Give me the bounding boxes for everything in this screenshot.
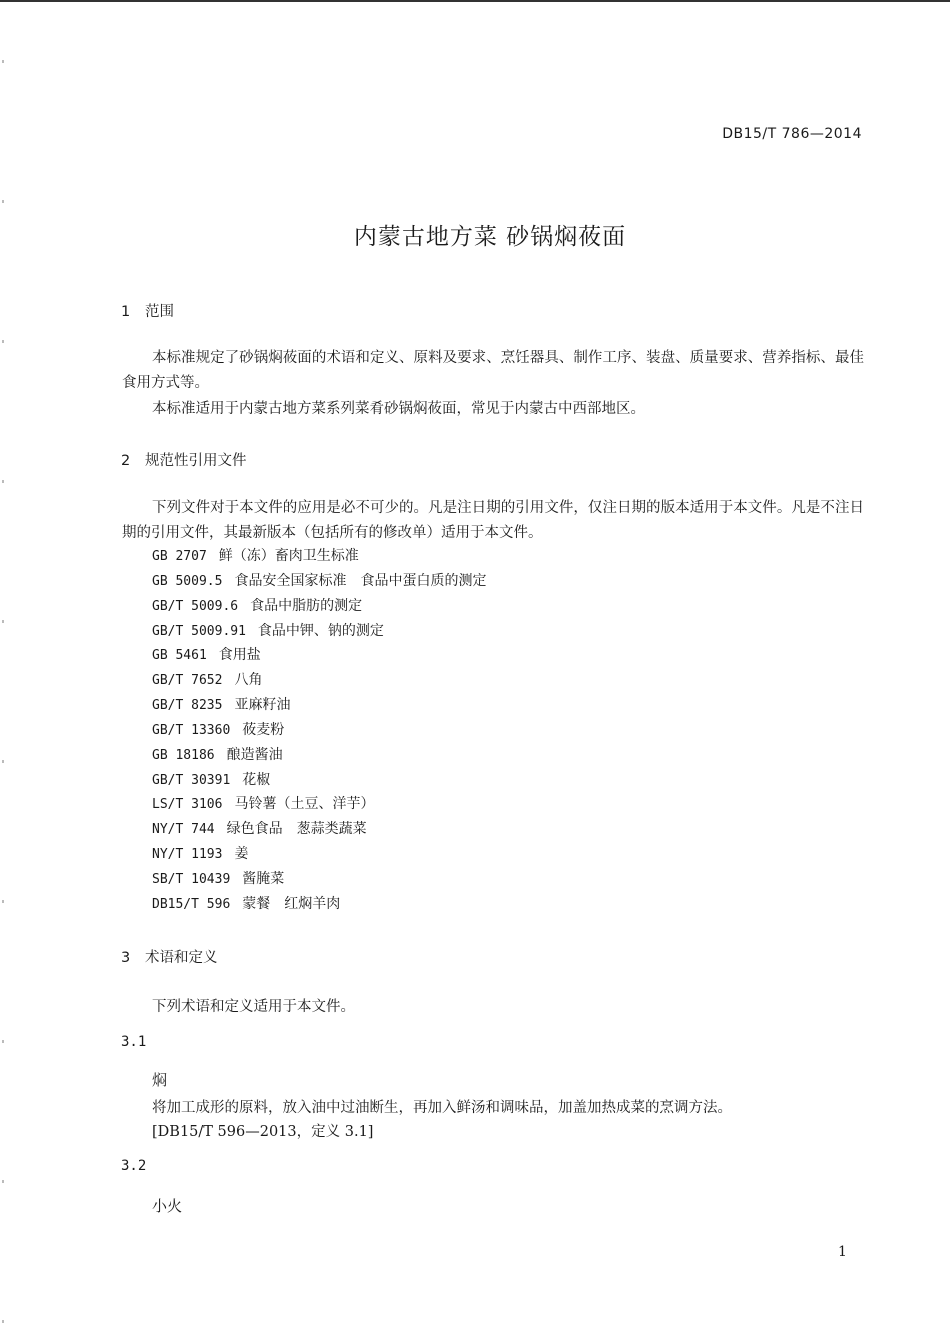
reference-code: LS/T 3106 bbox=[152, 797, 223, 813]
section-title: 术语和定义 bbox=[145, 950, 218, 966]
reference-title: 鲜（冻）畜肉卫生标准 bbox=[218, 548, 359, 564]
reference-item bbox=[152, 719, 486, 744]
normative-reference-list bbox=[152, 545, 486, 918]
scan-top-edge bbox=[0, 0, 950, 2]
reference-code: GB 5461 bbox=[152, 648, 207, 664]
reference-item bbox=[152, 769, 486, 794]
reference-item bbox=[152, 644, 486, 669]
reference-code: DB15/T 596 bbox=[152, 896, 231, 912]
reference-code: GB/T 13360 bbox=[152, 722, 231, 738]
document-title: 内蒙古地方菜 砂锅焖莜面 bbox=[353, 224, 627, 250]
section-1-paragraph-2: 本标准适用于内蒙古地方菜系列菜肴砂锅焖莜面，常见于内蒙古中西部地区。 bbox=[152, 401, 645, 417]
section-number: 3 bbox=[121, 950, 131, 966]
term-definition: 将加工成形的原料，放入油中过油断生，再加入鲜汤和调味品，加盖加热成菜的烹调方法。 bbox=[152, 1100, 732, 1116]
reference-item bbox=[152, 843, 486, 868]
reference-title: 马铃薯（土豆、洋芋） bbox=[234, 796, 375, 813]
reference-code: GB 2707 bbox=[152, 549, 207, 564]
reference-title: 蒙餐 红焖羊肉 bbox=[242, 895, 341, 912]
reference-title: 食用盐 bbox=[218, 647, 261, 664]
reference-code: GB 18186 bbox=[152, 747, 215, 763]
section-number: 2 bbox=[121, 453, 131, 469]
reference-code: NY/T 744 bbox=[152, 822, 215, 838]
reference-title: 绿色食品 葱蒜类蔬菜 bbox=[226, 821, 367, 838]
term-number: 3.2 bbox=[121, 1158, 147, 1174]
reference-title: 食品安全国家标准 食品中蛋白质的测定 bbox=[234, 572, 487, 589]
reference-item bbox=[152, 744, 486, 769]
reference-title: 莜麦粉 bbox=[242, 721, 285, 738]
reference-title: 亚麻籽油 bbox=[234, 697, 291, 714]
reference-title: 花椒 bbox=[242, 771, 271, 788]
section-title: 规范性引用文件 bbox=[145, 453, 247, 469]
section-1-heading bbox=[121, 300, 174, 321]
reference-code: GB/T 5009.6 bbox=[152, 598, 239, 614]
reference-item bbox=[152, 694, 486, 719]
reference-code: GB/T 5009.91 bbox=[152, 623, 246, 639]
term-source: [DB15/T 596—2013，定义 3.1] bbox=[152, 1124, 374, 1140]
reference-item bbox=[152, 868, 486, 893]
reference-item bbox=[152, 570, 486, 595]
section-3-heading bbox=[121, 946, 218, 967]
reference-title: 酱腌菜 bbox=[242, 870, 285, 887]
term-name: 焖 bbox=[152, 1071, 168, 1089]
term-name: 小火 bbox=[152, 1197, 183, 1215]
reference-code: GB/T 30391 bbox=[152, 772, 231, 788]
reference-code: GB/T 7652 bbox=[152, 673, 223, 689]
section-2-heading bbox=[121, 449, 247, 470]
reference-item bbox=[152, 620, 486, 645]
reference-item bbox=[152, 893, 486, 918]
section-1-paragraph-1: 本标准规定了砂锅焖莜面的术语和定义、原料及要求、烹饪器具、制作工序、装盘、质量要求、营养指标、最佳食用方式等。 bbox=[122, 350, 864, 391]
reference-code: GB/T 8235 bbox=[152, 698, 223, 714]
reference-title: 八角 bbox=[234, 672, 263, 689]
page-number: 1 bbox=[838, 1244, 847, 1260]
reference-title: 姜 bbox=[234, 846, 249, 863]
section-number: 1 bbox=[121, 304, 131, 320]
reference-item bbox=[152, 669, 486, 694]
reference-item bbox=[152, 595, 486, 620]
reference-title: 食品中脂肪的测定 bbox=[250, 597, 363, 614]
reference-item bbox=[152, 793, 486, 818]
reference-code: SB/T 10439 bbox=[152, 871, 231, 887]
section-title: 范围 bbox=[145, 304, 174, 320]
term-number: 3.1 bbox=[121, 1034, 147, 1050]
reference-title: 酿造酱油 bbox=[226, 746, 283, 763]
standard-number: DB15/T 786—2014 bbox=[722, 126, 862, 142]
reference-code: GB 5009.5 bbox=[152, 573, 223, 589]
reference-item bbox=[152, 818, 486, 843]
scan-left-edge bbox=[2, 0, 4, 1344]
section-3-intro: 下列术语和定义适用于本文件。 bbox=[152, 999, 355, 1015]
section-2-intro: 下列文件对于本文件的应用是必不可少的。凡是注日期的引用文件，仅注日期的版本适用于本文件。凡是不注日期的引用文件，其最新版本（包括所有的修改单）适用于本文件。 bbox=[122, 500, 864, 541]
reference-code: NY/T 1193 bbox=[152, 847, 223, 863]
reference-item bbox=[152, 545, 486, 570]
reference-title: 食品中钾、钠的测定 bbox=[257, 622, 384, 639]
